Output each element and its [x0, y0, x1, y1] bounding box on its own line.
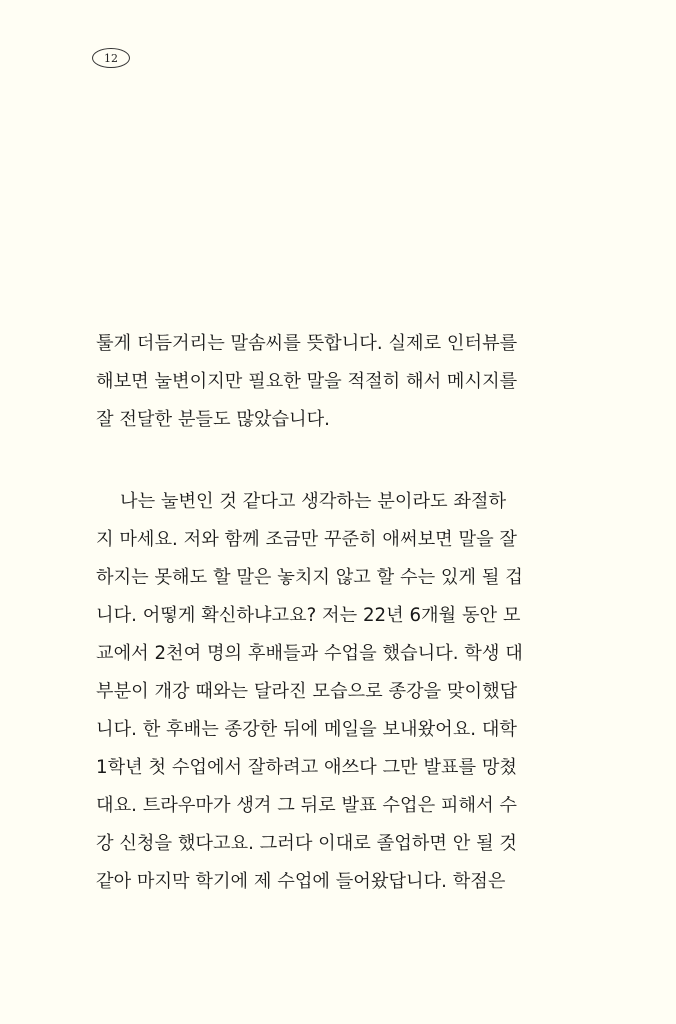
text-line: 지 마세요. 저와 함께 조금만 꾸준히 애써보면 말을 잘 — [96, 529, 517, 550]
text-line: 부분이 개강 때와는 달라진 모습으로 종강을 맞이했답 — [96, 681, 518, 702]
text-line: 강 신청을 했다고요. 그러다 이대로 졸업하면 안 될 것 — [96, 833, 517, 854]
text-line: 교에서 2천여 명의 후배들과 수업을 했습니다. 학생 대 — [96, 643, 523, 664]
text-line: 해보면 눌변이지만 필요한 말을 적절히 해서 메시지를 — [96, 371, 518, 392]
paragraph-1 — [96, 325, 552, 439]
paragraph-2 — [96, 483, 552, 901]
text-line: 툴게 더듬거리는 말솜씨를 뜻합니다. 실제로 인터뷰를 — [96, 333, 518, 354]
text-line: 1학년 첫 수업에서 잘하려고 애쓰다 그만 발표를 망쳤 — [96, 757, 517, 778]
text-line: 같아 마지막 학기에 제 수업에 들어왔답니다. 학점은 — [96, 871, 506, 892]
page-number: 12 — [104, 51, 118, 65]
text-line: 나는 눌변인 것 같다고 생각하는 분이라도 좌절하 — [120, 491, 507, 512]
text-line: 니다. 한 후배는 종강한 뒤에 메일을 보내왔어요. 대학 — [96, 719, 517, 740]
text-line: 니다. 어떻게 확신하냐고요? 저는 22년 6개월 동안 모 — [96, 605, 521, 626]
page-number-badge — [92, 48, 130, 68]
text-line: 잘 전달한 분들도 많았습니다. — [96, 409, 330, 430]
text-line: 대요. 트라우마가 생겨 그 뒤로 발표 수업은 피해서 수 — [96, 795, 517, 816]
text-line: 하지는 못해도 할 말은 놓치지 않고 할 수는 있게 될 겁 — [96, 567, 523, 588]
